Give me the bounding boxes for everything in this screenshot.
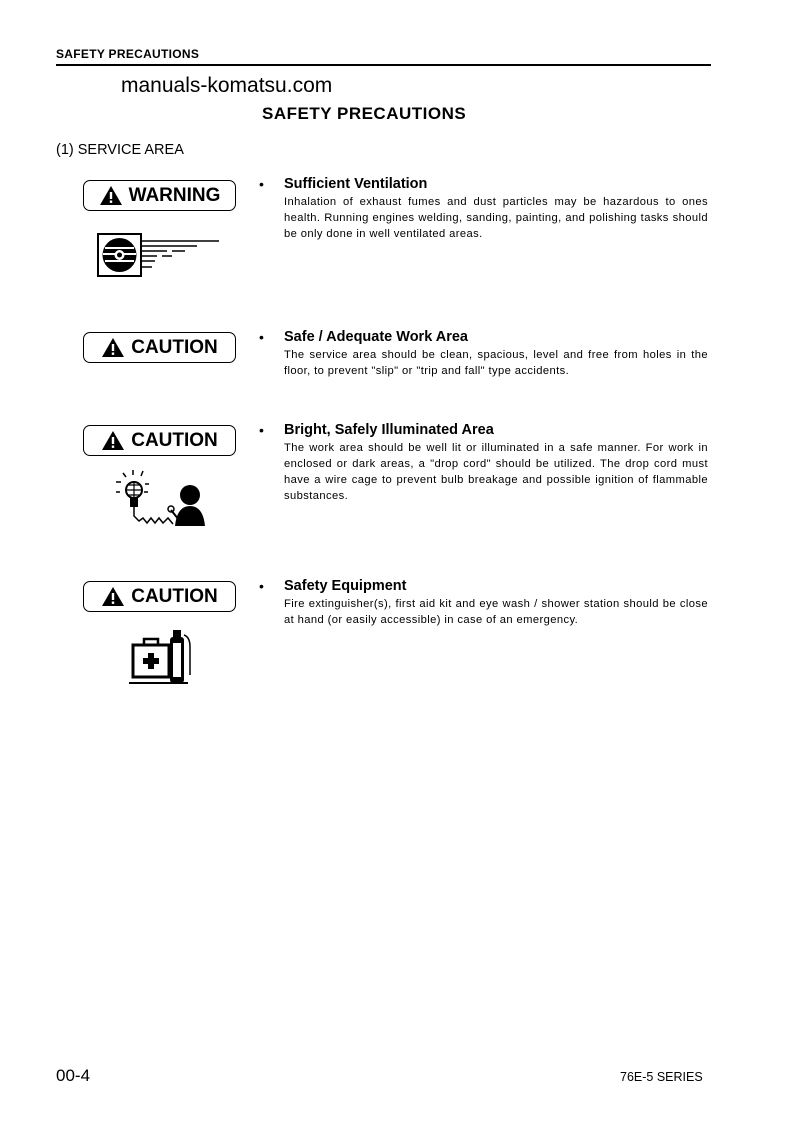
item-title: Safe / Adequate Work Area xyxy=(284,329,468,345)
badge-label: CAUTION xyxy=(131,429,218,451)
item-title: Bright, Safely Illuminated Area xyxy=(284,422,494,438)
warning-badge xyxy=(83,180,236,211)
item-title: Safety Equipment xyxy=(284,578,407,594)
item-body: Inhalation of exhaust fumes and dust particles may be hazardous to ones health. Running engines welding, sanding, painting, and polishing tasks should be only done in well ventilated areas. xyxy=(284,196,708,240)
item-body: Fire extinguisher(s), first aid kit and eye wash / shower station should be close at hand (or easily accessible) in case of an emergency. xyxy=(284,598,708,626)
bullet: • xyxy=(259,422,264,438)
item-body: The service area should be clean, spacious, level and free from holes in the floor, to prevent "slip" or "trip and fall" type accidents. xyxy=(284,349,708,377)
warning-triangle-icon xyxy=(101,430,125,451)
item-body: The work area should be well lit or illuminated in a safe manner. For work in enclosed or dark areas, a "drop cord" should be utilized. The drop cord must have a wire cage to prevent bulb breakage and possible ignition of flammable substances. xyxy=(284,442,708,502)
warning-triangle-icon xyxy=(101,337,125,358)
page-number: 00-4 xyxy=(56,1066,91,1085)
item-title: Sufficient Ventilation xyxy=(284,176,428,192)
badge-label: CAUTION xyxy=(131,585,218,607)
caution-badge xyxy=(83,332,236,363)
warning-triangle-icon xyxy=(99,185,123,206)
badge-label: WARNING xyxy=(128,184,221,206)
ventilation-fan-icon xyxy=(97,233,222,278)
caution-badge xyxy=(83,425,236,456)
header-rule xyxy=(56,64,711,66)
bullet: • xyxy=(259,578,264,594)
bullet: • xyxy=(259,176,264,192)
page-title: SAFETY PRECAUTIONS xyxy=(262,104,467,123)
drop-cord-lamp-icon xyxy=(113,468,208,530)
warning-triangle-icon xyxy=(101,586,125,607)
section-heading: (1) SERVICE AREA xyxy=(56,142,184,158)
first-aid-extinguisher-icon xyxy=(128,627,194,685)
bullet: • xyxy=(259,329,264,345)
running-header: SAFETY PRECAUTIONS xyxy=(56,47,200,61)
badge-label: CAUTION xyxy=(131,336,218,358)
series-label: 76E-5 SERIES xyxy=(620,1070,703,1084)
watermark: manuals-komatsu.com xyxy=(121,74,333,97)
caution-badge xyxy=(83,581,236,612)
